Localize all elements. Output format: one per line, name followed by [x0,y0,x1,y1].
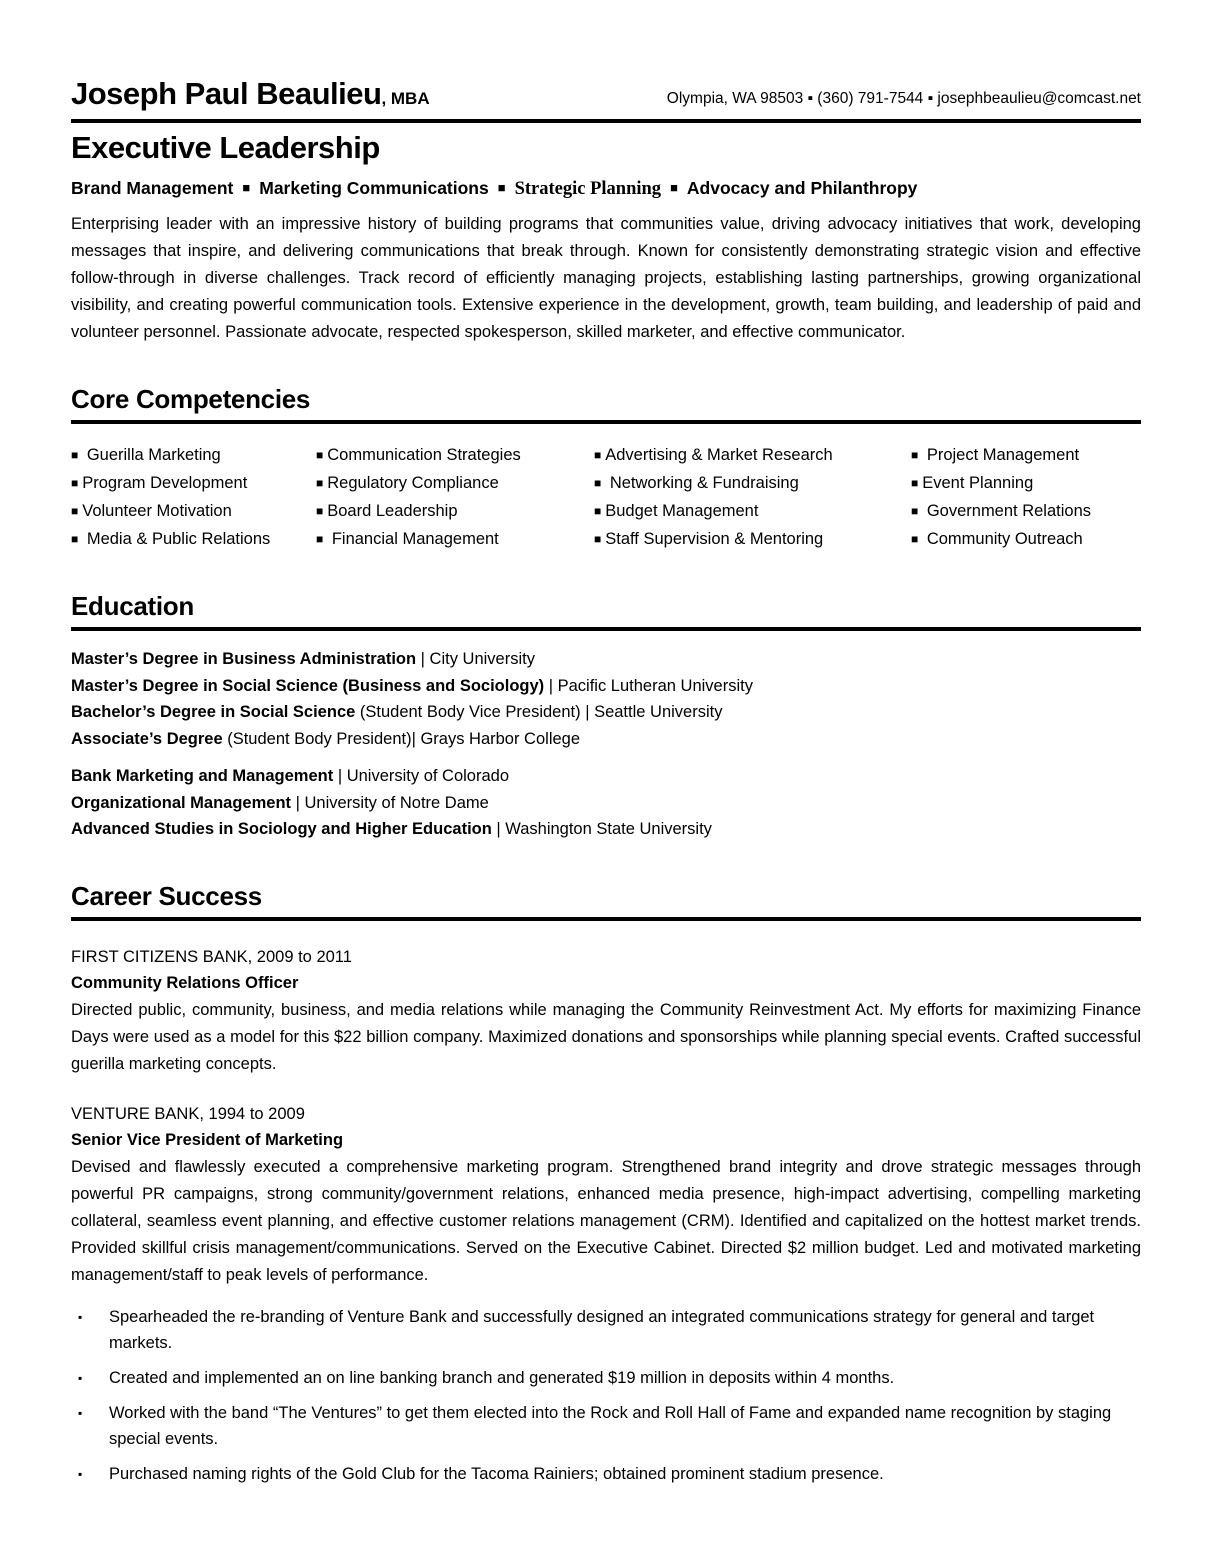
small-square-bullet-icon: ▪ [78,1309,83,1324]
square-bullet-icon: ■ [316,447,324,462]
square-bullet-icon: ■ [911,475,919,490]
tagline-item: Strategic Planning [514,179,662,199]
education-entry [71,673,1141,700]
achievement-text: Spearheaded the re-branding of Venture Bank and successfully designed an integrated communications strategy for general and target markets. [109,1307,1095,1352]
education-programs [71,763,1141,843]
competency-item: ■ Media & Public Relations [71,529,271,548]
square-bullet-icon: ■ [594,531,602,546]
square-separator-icon: ■ [497,180,506,195]
small-square-bullet-icon: ▪ [78,1466,83,1481]
competency-item: ■ Staff Supervision & Mentoring [594,529,824,548]
achievement-text: Created and implemented an on line banking branch and generated $19 million in deposits within 4 months. [109,1368,895,1387]
contact-info: Olympia, WA 98503 ▪ (360) 791-7544 ▪ josephbeaulieu@comcast.net [666,90,1141,107]
competency-item: ■ Government Relations [911,501,1091,520]
education-entry [71,726,1141,753]
section-heading-career-success: Career Success [71,881,1141,921]
program-name: Advanced Studies in Sociology and Higher Education [71,820,492,838]
achievement-bullet [71,1304,1141,1356]
square-separator-icon: ■ [670,180,678,195]
education-entry [71,699,1141,726]
square-bullet-icon: ■ [71,503,79,518]
job-description: Devised and flawlessly executed a comprehensive marketing program. Strengthened brand integrity and drove strategic messages through powerful PR campaigns, strong community/government relations, enhanced media presence, high-impact advertising, compelling marketing collateral, seamless event planning, and effective customer relations management (CRM). Identified and capitalized on the hottest market trends. Provided skillful crisis management/communications. Served on the Executive Cabinet. Directed $2 million budget. Led and motivated marketing management/staff to peak levels of performance. [71,1157,1141,1284]
degree-name: Bachelor’s Degree in Social Science [71,703,356,721]
achievements-list [71,1304,1141,1487]
competency-item: ■ Event Planning [911,473,1034,492]
square-bullet-icon: ■ [594,475,602,490]
section-heading-core-competencies: Core Competencies [71,384,1141,424]
degree-institution: (Student Body Vice President) | Seattle University [355,703,723,721]
header [71,76,1141,123]
program-institution: | University of Notre Dame [291,793,489,812]
competencies-grid [71,441,1141,553]
education-degrees [71,646,1141,752]
job-entry-first-citizens-bank [71,944,1141,1078]
competency-item: ■ Budget Management [594,501,759,520]
program-name: Bank Marketing and Management [71,767,334,785]
education-entry [71,816,1141,843]
competency-item: ■ Volunteer Motivation [71,501,232,520]
competency-item: ■ Financial Management [316,529,499,548]
job-entry-venture-bank [71,1101,1141,1487]
achievement-text: Purchased naming rights of the Gold Club for the Tacoma Rainiers; obtained prominent stadium presence. [109,1464,884,1483]
square-bullet-icon: ■ [316,503,324,518]
degree-institution: | City University [416,650,535,668]
square-bullet-icon: ■ [316,475,324,490]
degree-name: Master’s Degree in Social Science (Business and Sociology) [71,676,545,695]
competency-item: ■ Program Development [71,473,248,492]
tagline-item: Advocacy and Philanthropy [686,178,918,198]
competency-item: ■ Guerilla Marketing [71,445,221,464]
job-title: Community Relations Officer [71,974,299,992]
achievement-bullet [71,1400,1141,1452]
education-entry [71,790,1141,817]
square-bullet-icon: ■ [594,447,602,462]
education-entry [71,646,1141,673]
degree-name: Master’s Degree in Business Administration [71,650,417,668]
competency-item: ■ Communication Strategies [316,445,521,464]
achievement-bullet [71,1461,1141,1487]
tagline-item: Marketing Communications [259,178,489,198]
resume-headline: Executive Leadership [71,130,380,165]
program-institution: | University of Colorado [333,767,510,785]
square-separator-icon: ■ [242,180,251,195]
square-bullet-icon: ■ [911,447,919,462]
summary-paragraph: Enterprising leader with an impressive history of building programs that communities value, driving advocacy initiatives that work, developing messages that inspire, and delivering communications that break through. Known for consistently demonstrating strategic vision and effective follow-through in diverse challenges. Track record of efficiently managing projects, establishing lasting partnerships, growing organizational visibility, and creating powerful communication tools. Extensive experience in the development, growth, team building, and leadership of paid and volunteer personnel. Passionate advocate, respected spokesperson, skilled marketer, and effective communicator. [71,215,1141,341]
square-bullet-icon: ■ [71,531,79,546]
square-bullet-icon: ■ [316,531,324,546]
square-bullet-icon: ■ [911,503,919,518]
degree-institution: | Pacific Lutheran University [544,676,753,695]
square-bullet-icon: ■ [911,531,919,546]
small-square-bullet-icon: ▪ [78,1405,83,1420]
degree-name: Associate’s Degree [71,729,223,748]
program-institution: | Washington State University [491,820,712,838]
small-square-bullet-icon: ▪ [78,1370,83,1385]
name-line [71,76,430,112]
achievement-text: Worked with the band “The Ventures” to get them elected into the Rock and Roll Hall of Fame and expanded name recognition by staging special events. [109,1403,1112,1448]
competency-item: ■ Advertising & Market Research [594,445,833,464]
square-bullet-icon: ■ [71,447,79,462]
competency-item: ■ Community Outreach [911,529,1083,548]
education-entry [71,763,1141,790]
competency-item: ■ Project Management [911,445,1080,464]
candidate-name: Joseph Paul Beaulieu [71,76,382,111]
company-line: FIRST CITIZENS BANK, 2009 to 2011 [71,947,352,966]
square-bullet-icon: ■ [594,503,602,518]
candidate-credential: , MBA [381,89,430,108]
competency-item: ■ Regulatory Compliance [316,473,499,492]
section-heading-education: Education [71,591,1141,631]
achievement-bullet [71,1365,1141,1391]
program-name: Organizational Management [71,793,292,812]
company-line: VENTURE BANK, 1994 to 2009 [71,1104,305,1123]
tagline-item: Brand Management [71,178,234,198]
square-bullet-icon: ■ [71,475,79,490]
competency-item: ■ Board Leadership [316,501,458,520]
competency-item: ■ Networking & Fundraising [594,473,799,492]
degree-institution: (Student Body President)| Grays Harbor College [222,729,581,748]
tagline [71,178,1141,200]
job-title: Senior Vice President of Marketing [71,1131,344,1149]
job-description: Directed public, community, business, and media relations while managing the Community Reinvestment Act. My efforts for maximizing Finance Days were used as a model for this $22 billion company. Maximized donations and sponsorships while planning special events. Crafted successful guerilla marketing concepts. [71,1000,1141,1073]
